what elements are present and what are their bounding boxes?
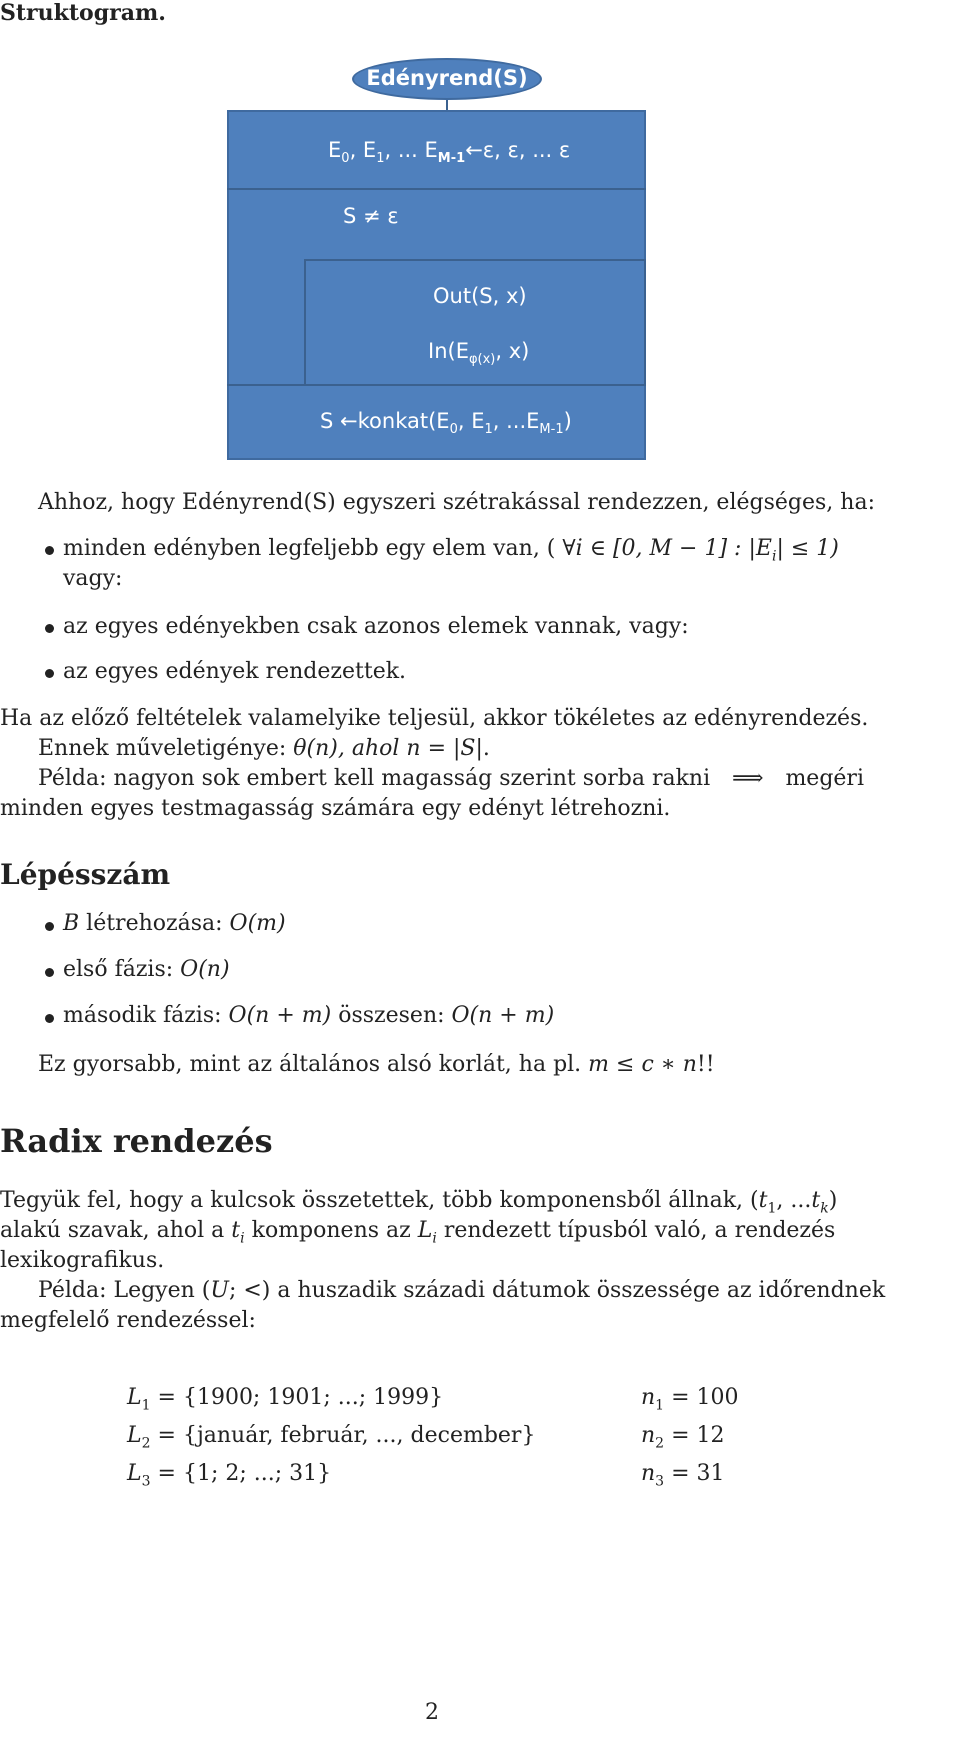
page-number: 2 — [425, 1700, 439, 1725]
struktogram-final-statement: S $\leftarrow konkat(E_0$, $E_1$, $...E_{M-1}$) — [320, 409, 572, 438]
paragraph-line: Ennek műveletigénye: θ(n), ahol n = |S|. — [38, 736, 490, 761]
list-item: második fázis: O(n + m) összesen: O(n + m) — [63, 1003, 555, 1028]
set-cardinality: $n_3 = 31$ — [641, 1461, 725, 1490]
list-item: az egyes edényekben csak azonos elemek vannak, vagy: — [63, 614, 689, 639]
paragraph-line: Ha az előző feltételek valamelyike teljesül, akkor tökéletes az edényrendezés. — [0, 706, 869, 731]
struktogram-in-statement: $In(E_{\varphi(x)}$, x) — [428, 339, 530, 368]
list-item-continuation: vagy: — [63, 566, 123, 591]
list-item: minden edényben legfeljebb egy elem van, ( ∀i ∈ [0, M − 1] : $|E_i| \le 1$) — [63, 536, 839, 565]
bullet-icon — [45, 968, 54, 977]
paragraph-line: Példa: nagyon sok embert kell magasság szerint sorba rakni ⟹ megéri — [38, 766, 864, 791]
struktogram-start-label: Edényrend(S) — [366, 66, 528, 90]
set-cardinality: $n_2 = 12$ — [641, 1423, 725, 1452]
bullet-icon — [45, 546, 54, 555]
struktogram-out-statement: Out(S, x) — [433, 284, 527, 308]
section-heading-lepesszam: Lépésszám — [0, 858, 171, 891]
paragraph-line: megfelelő rendezéssel: — [0, 1308, 256, 1333]
paragraph-line: lexikografikus. — [0, 1248, 165, 1273]
struktogram-loop-condition: S ≠ ε — [343, 204, 399, 228]
struktogram-connector — [446, 100, 448, 110]
bullet-icon — [45, 922, 54, 931]
bullet-icon — [45, 624, 54, 633]
paragraph-line: Példa: Legyen (U; <) a huszadik századi dátumok összessége az időrendnek — [38, 1278, 886, 1303]
list-item: első fázis: O(n) — [63, 957, 230, 982]
intro-text: Ahhoz, hogy Edényrend(S) egyszeri szétrakással rendezzen, elégséges, ha: — [38, 490, 875, 515]
set-definition: $L_1 = \{1900$; 1901; ...; 1999} — [127, 1385, 444, 1414]
lepesszam-note: Ez gyorsabb, mint az általános alsó korlát, ha pl. m ≤ c ∗ n!! — [38, 1052, 715, 1077]
section-heading-radix: Radix rendezés — [0, 1122, 273, 1160]
struktogram-divider — [227, 188, 646, 190]
bullet-icon — [45, 669, 54, 678]
paragraph-line: Tegyük fel, hogy a kulcsok összetettek, több komponensből állnak, ($t_1$, $...t_k$) — [0, 1188, 838, 1217]
struktogram-divider — [227, 384, 646, 386]
list-item: az egyes edények rendezettek. — [63, 659, 407, 684]
set-definition: $L_3 = \{1$; 2; ...; 31} — [127, 1461, 332, 1490]
struktogram-init: $E_0$, $E_1$, ... $E_{M-1}\leftarrow\varepsilon$, ε, ... ε — [328, 138, 571, 167]
paragraph-line: minden egyes testmagasság számára egy edényt létrehozni. — [0, 796, 671, 821]
set-cardinality: $n_1 = 100$ — [641, 1385, 739, 1414]
bullet-icon — [45, 1014, 54, 1023]
paragraph-line: alakú szavak, ahol a $t_i$ komponens az $L_i$ rendezett típusból való, a rendezés — [0, 1218, 836, 1247]
page-title: Struktogram. — [0, 0, 166, 26]
list-item: B létrehozása: O(m) — [63, 911, 286, 936]
set-definition: $L_2$ = {január, február, ..., december} — [127, 1423, 536, 1452]
